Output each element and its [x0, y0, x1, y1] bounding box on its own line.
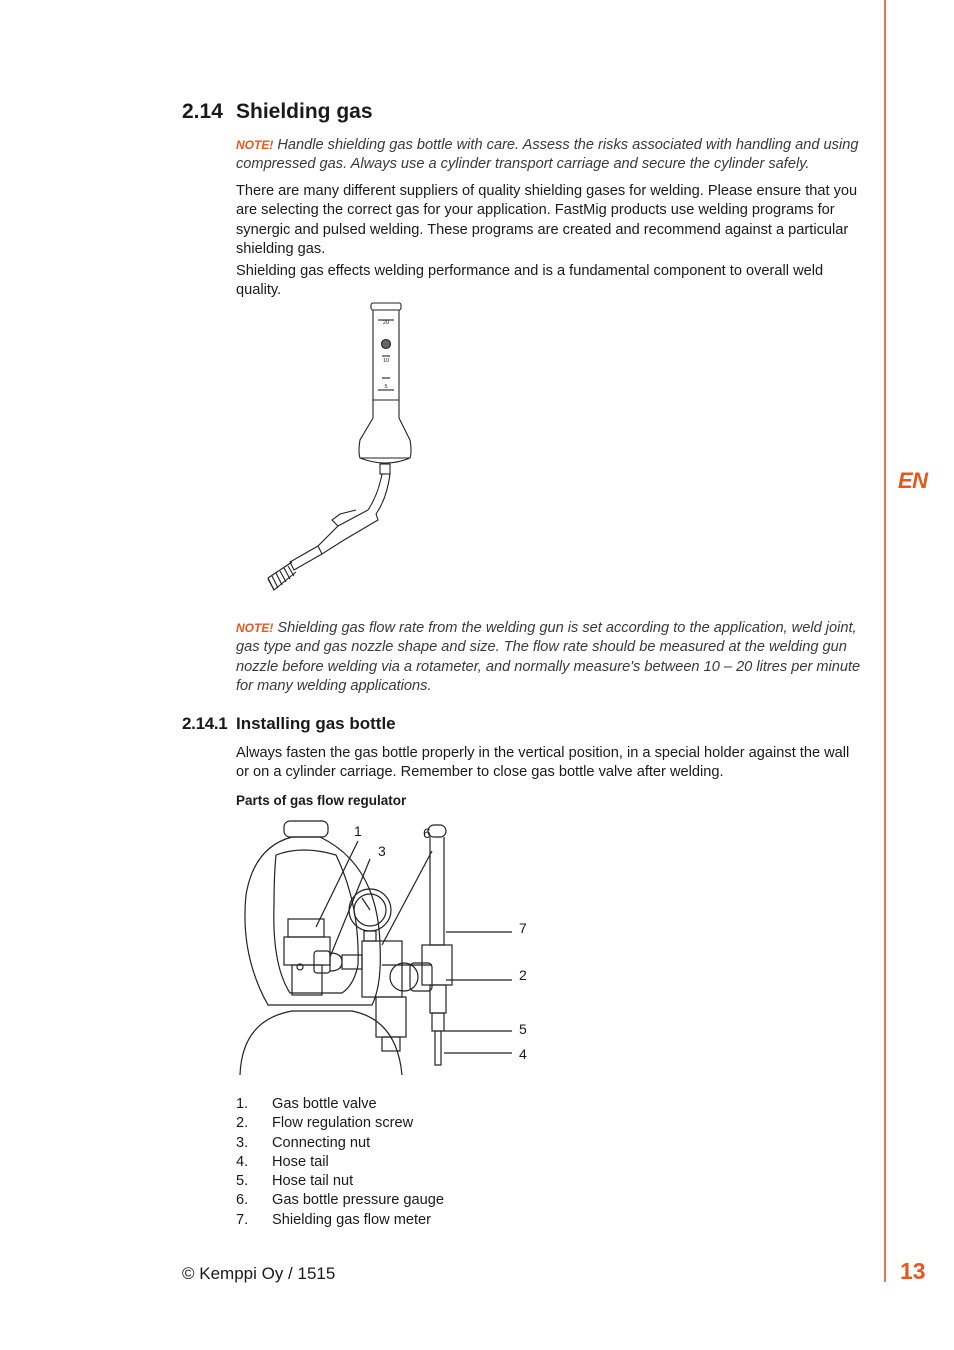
- list-label: Flow regulation screw: [272, 1115, 414, 1132]
- note-tag: NOTE!: [236, 138, 274, 152]
- list-item: [236, 1172, 444, 1191]
- list-number: 5.: [236, 1173, 249, 1190]
- list-label: Gas bottle pressure gauge: [272, 1192, 444, 1209]
- callout-6: 6: [423, 825, 431, 841]
- paragraph-suppliers: [236, 182, 866, 260]
- list-number: 7.: [236, 1211, 249, 1228]
- list-item: [236, 1114, 444, 1133]
- paragraph-installing: [236, 744, 866, 783]
- note-text: Handle shielding gas bottle with care. Assess the risks associated with handling and using compressed gas. Always use a cylinder transport carriage and secure the cylinder safely.: [236, 137, 859, 173]
- subsection-title: Installing gas bottle: [236, 714, 396, 733]
- list-number: 4.: [236, 1153, 249, 1170]
- page-number: 13: [900, 1258, 926, 1284]
- parts-list: [236, 1095, 444, 1230]
- paragraph-text: There are many different suppliers of quality shielding gases for welding. Please ensure that you are selecting the correct gas for your application. FastMig products use welding programs for synergic and pulsed welding. These programs are created and recommend against a particular shielding gas.: [236, 183, 858, 258]
- list-number: 6.: [236, 1192, 249, 1209]
- paragraph-text: Shielding gas effects welding performance and is a fundamental component to overall weld quality.: [236, 263, 824, 299]
- subsection-number: 2.14.1: [182, 714, 228, 733]
- note-flow-rate: [236, 619, 866, 697]
- figure-caption: Parts of gas flow regulator: [236, 793, 407, 808]
- list-item: [236, 1095, 444, 1114]
- list-label: Hose tail: [272, 1153, 329, 1170]
- scale-label-10: 10: [382, 358, 390, 364]
- callout-7: 7: [519, 920, 527, 936]
- note-text: Shielding gas flow rate from the welding gun is set according to the application, weld joint, gas type and gas nozzle shape and size. The flow rate should be measured at the welding gun nozzle before welding via a rotameter, and normally measure's between 10 – 20 litres per minute for many welding applications.: [236, 620, 861, 695]
- callout-4: 4: [519, 1046, 527, 1062]
- list-number: 2.: [236, 1115, 249, 1132]
- margin-rule: [884, 0, 886, 1282]
- note-handling: [236, 136, 866, 175]
- callout-1: 1: [354, 823, 362, 839]
- list-number: 1.: [236, 1096, 249, 1112]
- section-number: 2.14: [182, 100, 223, 123]
- language-tab: EN: [898, 468, 928, 493]
- section-title: Shielding gas: [236, 100, 373, 123]
- list-item: [236, 1191, 444, 1210]
- paragraph-text: Always fasten the gas bottle properly in the vertical position, in a special holder against the wall or on a cylinder carriage. Remember to close gas bottle valve after welding.: [236, 745, 850, 781]
- list-item: [236, 1211, 444, 1230]
- callout-3: 3: [378, 843, 386, 859]
- list-label: Hose tail nut: [272, 1173, 354, 1190]
- footer-copyright: © Kemppi Oy / 1515: [182, 1264, 336, 1283]
- note-tag: NOTE!: [236, 621, 274, 635]
- list-item: [236, 1134, 444, 1153]
- callout-2: 2: [519, 967, 527, 983]
- list-label: Gas bottle valve: [272, 1096, 377, 1112]
- list-item: [236, 1153, 444, 1172]
- scale-label-20: 20: [382, 320, 390, 326]
- paragraph-performance: [236, 262, 866, 301]
- subsection-heading: [182, 714, 396, 734]
- section-heading: [182, 100, 373, 124]
- list-label: Shielding gas flow meter: [272, 1211, 431, 1228]
- scale-label-5: 5: [384, 384, 388, 390]
- list-number: 3.: [236, 1134, 249, 1151]
- rotameter-welding-gun-illustration: [260, 300, 420, 600]
- list-label: Connecting nut: [272, 1134, 371, 1151]
- gas-flow-regulator-illustration: [232, 815, 542, 1080]
- callout-5: 5: [519, 1021, 527, 1037]
